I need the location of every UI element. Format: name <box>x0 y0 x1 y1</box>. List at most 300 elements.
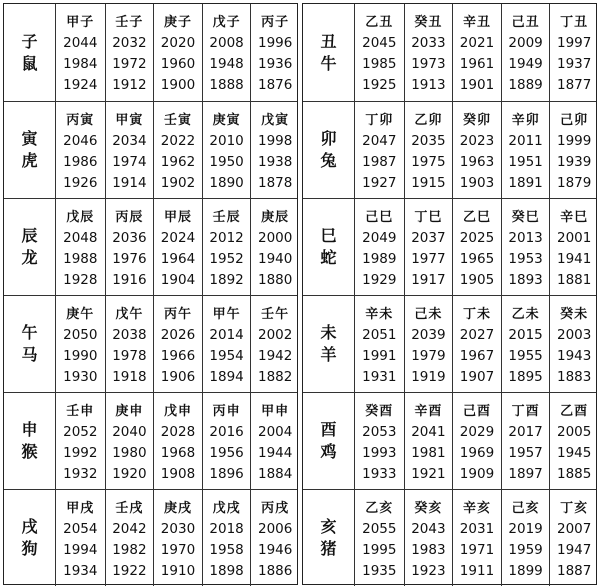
year-value: 1976 <box>112 251 147 267</box>
zodiac-label <box>4 102 56 198</box>
year-value: 1989 <box>362 251 397 267</box>
zodiac-char: 亥 <box>320 517 337 536</box>
year-cell <box>355 296 404 392</box>
year-value: 1906 <box>160 369 196 385</box>
year-value: 1897 <box>508 466 543 482</box>
year-value: 1967 <box>459 348 495 364</box>
year-value: 2045 <box>362 35 397 51</box>
year-cell <box>56 199 105 295</box>
year-value: 1987 <box>362 154 397 170</box>
year-value: 1892 <box>209 272 244 288</box>
year-value: 1920 <box>112 466 147 482</box>
year-cell <box>355 102 404 198</box>
year-value: 1889 <box>508 77 543 93</box>
year-cell <box>404 393 453 489</box>
table-row <box>303 198 596 295</box>
year-value: 1960 <box>160 56 196 72</box>
year-value: 1952 <box>209 251 244 267</box>
ganzhi-name: 乙亥 <box>365 501 394 516</box>
ganzhi-name: 戊子 <box>212 15 241 30</box>
table-row <box>303 4 596 101</box>
year-value: 1928 <box>63 272 98 288</box>
ganzhi-name: 戊戌 <box>212 501 241 516</box>
year-value: 1969 <box>459 445 495 461</box>
year-value: 2041 <box>411 424 446 440</box>
ganzhi-name: 壬辰 <box>212 210 241 225</box>
year-value: 1905 <box>459 272 495 288</box>
ganzhi-name: 戊寅 <box>261 113 290 128</box>
year-value: 1992 <box>63 445 98 461</box>
year-value: 1876 <box>258 77 293 93</box>
zodiac-char: 兔 <box>320 151 337 170</box>
ganzhi-name: 丁未 <box>462 307 491 322</box>
year-value: 1931 <box>362 369 397 385</box>
ganzhi-name: 己未 <box>414 307 443 322</box>
year-cell <box>202 393 251 489</box>
year-value: 1911 <box>459 563 495 579</box>
ganzhi-name: 甲午 <box>212 307 241 322</box>
year-value: 2035 <box>411 133 446 149</box>
zodiac-label <box>303 4 355 101</box>
ganzhi-name: 癸巳 <box>511 210 540 225</box>
year-cell <box>501 393 550 489</box>
year-value: 2001 <box>557 230 592 246</box>
year-cell <box>549 4 598 101</box>
zodiac-char: 酉 <box>320 420 337 439</box>
ganzhi-name: 壬子 <box>115 15 144 30</box>
year-value: 2012 <box>209 230 244 246</box>
year-value: 1896 <box>209 466 244 482</box>
zodiac-char: 未 <box>320 323 337 342</box>
ganzhi-name: 壬戌 <box>115 501 144 516</box>
year-value: 2047 <box>362 133 397 149</box>
ganzhi-name: 癸卯 <box>462 113 491 128</box>
year-cell <box>56 393 105 489</box>
table-right-half <box>302 3 597 585</box>
ganzhi-name: 庚申 <box>115 404 144 419</box>
ganzhi-name: 甲辰 <box>163 210 192 225</box>
year-cell <box>105 199 154 295</box>
year-value: 1939 <box>557 154 592 170</box>
year-value: 1978 <box>112 348 147 364</box>
year-value: 2026 <box>160 327 196 343</box>
year-value: 1991 <box>362 348 397 364</box>
year-value: 1968 <box>160 445 196 461</box>
ganzhi-name: 己酉 <box>462 404 491 419</box>
ganzhi-name: 辛丑 <box>462 15 491 30</box>
zodiac-char: 龙 <box>21 248 38 267</box>
ganzhi-name: 甲戌 <box>66 501 95 516</box>
year-value: 2018 <box>209 521 244 537</box>
year-value: 1914 <box>112 175 147 191</box>
year-value: 2024 <box>160 230 196 246</box>
year-cell <box>105 296 154 392</box>
year-value: 1916 <box>112 272 147 288</box>
ganzhi-name: 甲寅 <box>115 113 144 128</box>
year-cell <box>404 490 453 586</box>
year-value: 1996 <box>258 35 293 51</box>
year-value: 1891 <box>508 175 543 191</box>
year-value: 1932 <box>63 466 98 482</box>
ganzhi-name: 己丑 <box>511 15 540 30</box>
year-value: 1959 <box>508 542 543 558</box>
zodiac-label <box>303 296 355 392</box>
table-row <box>4 489 297 586</box>
zodiac-char: 丑 <box>320 31 337 51</box>
ganzhi-name: 戊辰 <box>66 210 95 225</box>
year-value: 1984 <box>63 56 98 72</box>
year-cell <box>452 393 501 489</box>
zodiac-char: 蛇 <box>320 248 337 267</box>
year-value: 2033 <box>411 35 446 51</box>
ganzhi-name: 甲申 <box>261 404 290 419</box>
year-value: 1981 <box>411 445 446 461</box>
year-value: 1957 <box>508 445 543 461</box>
year-value: 2044 <box>63 35 98 51</box>
zodiac-char: 狗 <box>21 539 38 558</box>
year-value: 2020 <box>160 35 196 51</box>
year-cell <box>250 4 299 101</box>
ganzhi-name: 乙酉 <box>560 404 589 419</box>
year-value: 1970 <box>160 542 196 558</box>
year-cell <box>549 296 598 392</box>
year-cell <box>250 393 299 489</box>
ganzhi-name: 丙戌 <box>261 501 290 516</box>
year-cell <box>549 199 598 295</box>
year-cell <box>452 102 501 198</box>
year-cell <box>153 490 202 586</box>
zodiac-char: 午 <box>21 323 38 342</box>
year-value: 2038 <box>112 327 147 343</box>
ganzhi-name: 乙巳 <box>462 210 491 225</box>
year-cell <box>153 199 202 295</box>
year-value: 2042 <box>112 521 147 537</box>
year-cell <box>153 393 202 489</box>
year-value: 1962 <box>160 154 196 170</box>
year-cell <box>105 4 154 101</box>
year-cell <box>549 393 598 489</box>
year-value: 1955 <box>508 348 543 364</box>
year-value: 1908 <box>160 466 196 482</box>
year-value: 1993 <box>362 445 397 461</box>
ganzhi-name: 癸丑 <box>414 15 443 30</box>
year-value: 1986 <box>63 154 98 170</box>
ganzhi-name: 辛亥 <box>462 501 491 516</box>
year-value: 2052 <box>63 424 98 440</box>
year-value: 1912 <box>112 77 147 93</box>
year-value: 1924 <box>63 77 98 93</box>
ganzhi-name: 己巳 <box>365 210 394 225</box>
year-value: 1963 <box>459 154 495 170</box>
ganzhi-name: 壬申 <box>66 404 95 419</box>
year-value: 1966 <box>160 348 196 364</box>
year-value: 1881 <box>557 272 592 288</box>
zodiac-char: 鸡 <box>320 442 337 461</box>
table-row <box>303 101 596 198</box>
year-value: 1883 <box>557 369 592 385</box>
year-value: 1988 <box>63 251 98 267</box>
ganzhi-name: 己亥 <box>511 501 540 516</box>
ganzhi-name: 甲子 <box>66 15 95 30</box>
year-value: 1910 <box>160 563 196 579</box>
year-value: 1972 <box>112 56 147 72</box>
year-value: 1909 <box>459 466 495 482</box>
year-value: 1935 <box>362 563 397 579</box>
year-value: 2008 <box>209 35 244 51</box>
year-value: 2003 <box>557 327 592 343</box>
year-cell <box>355 393 404 489</box>
ganzhi-name: 戊午 <box>115 307 144 322</box>
year-value: 1901 <box>459 77 495 93</box>
ganzhi-name: 丁丑 <box>560 15 589 30</box>
zodiac-label <box>303 393 355 489</box>
ganzhi-name: 丙申 <box>212 404 241 419</box>
year-value: 2037 <box>411 230 446 246</box>
year-value: 1884 <box>258 466 293 482</box>
year-value: 1958 <box>209 542 244 558</box>
year-value: 1948 <box>209 56 244 72</box>
year-value: 1951 <box>508 154 543 170</box>
year-value: 1995 <box>362 542 397 558</box>
year-value: 2017 <box>508 424 543 440</box>
year-cell <box>501 296 550 392</box>
zodiac-char: 子 <box>21 31 38 51</box>
zodiac-label <box>4 4 56 101</box>
year-value: 2021 <box>459 35 495 51</box>
year-value: 1887 <box>557 563 592 579</box>
year-value: 1975 <box>411 154 446 170</box>
ganzhi-name: 己卯 <box>560 113 589 128</box>
year-value: 1941 <box>557 251 592 267</box>
year-value: 1943 <box>557 348 592 364</box>
ganzhi-name: 辛未 <box>365 307 394 322</box>
year-cell <box>404 4 453 101</box>
year-cell <box>250 296 299 392</box>
year-value: 2011 <box>508 133 543 149</box>
year-value: 1913 <box>411 77 446 93</box>
year-value: 1994 <box>63 542 98 558</box>
year-value: 1885 <box>557 466 592 482</box>
year-value: 1895 <box>508 369 543 385</box>
year-value: 1949 <box>508 56 543 72</box>
year-value: 2039 <box>411 327 446 343</box>
ganzhi-name: 丁卯 <box>365 113 394 128</box>
year-value: 1919 <box>411 369 446 385</box>
year-value: 1961 <box>459 56 495 72</box>
year-value: 1933 <box>362 466 397 482</box>
year-cell <box>355 490 404 586</box>
year-value: 1964 <box>160 251 196 267</box>
year-cell <box>452 490 501 586</box>
year-value: 1947 <box>557 542 592 558</box>
year-cell <box>250 490 299 586</box>
ganzhi-name: 丁亥 <box>560 501 589 516</box>
zodiac-label <box>303 102 355 198</box>
ganzhi-name: 庚寅 <box>212 113 241 128</box>
year-value: 2043 <box>411 521 446 537</box>
year-value: 1985 <box>362 56 397 72</box>
year-value: 2032 <box>112 35 147 51</box>
year-value: 2034 <box>112 133 147 149</box>
zodiac-char: 戌 <box>21 517 38 536</box>
year-value: 1904 <box>160 272 196 288</box>
ganzhi-name: 辛巳 <box>560 210 589 225</box>
year-cell <box>404 199 453 295</box>
ganzhi-name: 庚戌 <box>163 501 192 516</box>
year-value: 2036 <box>112 230 147 246</box>
year-value: 2051 <box>362 327 397 343</box>
year-value: 1899 <box>508 563 543 579</box>
year-cell <box>501 4 550 101</box>
ganzhi-name: 丙辰 <box>115 210 144 225</box>
year-value: 1926 <box>63 175 98 191</box>
year-value: 1999 <box>557 133 592 149</box>
year-cell <box>153 4 202 101</box>
year-value: 1890 <box>209 175 244 191</box>
table-row <box>4 295 297 392</box>
year-value: 1950 <box>209 154 244 170</box>
year-value: 2002 <box>258 327 293 343</box>
ganzhi-name: 癸未 <box>560 307 589 322</box>
year-value: 2048 <box>63 230 98 246</box>
year-value: 2027 <box>459 327 495 343</box>
year-value: 2013 <box>508 230 543 246</box>
ganzhi-name: 庚午 <box>66 307 95 322</box>
year-value: 2023 <box>459 133 495 149</box>
ganzhi-name: 庚子 <box>163 15 192 30</box>
year-value: 1940 <box>258 251 293 267</box>
zodiac-char: 羊 <box>320 345 337 364</box>
year-cell <box>355 4 404 101</box>
year-value: 2005 <box>557 424 592 440</box>
year-cell <box>56 4 105 101</box>
table-row <box>303 295 596 392</box>
ganzhi-name: 丙寅 <box>66 113 95 128</box>
table-left-half <box>3 3 298 585</box>
year-value: 1903 <box>459 175 495 191</box>
year-cell <box>105 102 154 198</box>
year-value: 1917 <box>411 272 446 288</box>
year-value: 2031 <box>459 521 495 537</box>
year-value: 1894 <box>209 369 244 385</box>
year-value: 1965 <box>459 251 495 267</box>
ganzhi-name: 丁酉 <box>511 404 540 419</box>
ganzhi-name: 辛卯 <box>511 113 540 128</box>
year-value: 2029 <box>459 424 495 440</box>
year-value: 1937 <box>557 56 592 72</box>
year-value: 1946 <box>258 542 293 558</box>
year-value: 2000 <box>258 230 293 246</box>
year-value: 2050 <box>63 327 98 343</box>
year-value: 1945 <box>557 445 592 461</box>
year-cell <box>452 4 501 101</box>
zodiac-label <box>4 296 56 392</box>
table-row <box>4 198 297 295</box>
year-value: 1878 <box>258 175 293 191</box>
zodiac-char: 虎 <box>21 151 38 170</box>
year-value: 1880 <box>258 272 293 288</box>
year-value: 2055 <box>362 521 397 537</box>
year-value: 2014 <box>209 327 244 343</box>
year-value: 1882 <box>258 369 293 385</box>
year-cell <box>56 490 105 586</box>
zodiac-char: 卯 <box>320 129 337 148</box>
zodiac-char: 鼠 <box>21 53 38 73</box>
year-value: 1980 <box>112 445 147 461</box>
year-value: 2019 <box>508 521 543 537</box>
zodiac-label <box>303 199 355 295</box>
year-cell <box>105 393 154 489</box>
zodiac-char: 牛 <box>320 53 337 73</box>
zodiac-char: 猴 <box>21 442 38 461</box>
ganzhi-name: 乙卯 <box>414 113 443 128</box>
year-value: 1886 <box>258 563 293 579</box>
year-cell <box>549 102 598 198</box>
year-value: 1997 <box>557 35 592 51</box>
zodiac-label <box>303 490 355 586</box>
year-cell <box>250 199 299 295</box>
ganzhi-name: 癸酉 <box>365 404 394 419</box>
year-value: 1893 <box>508 272 543 288</box>
year-value: 1944 <box>258 445 293 461</box>
year-value: 1930 <box>63 369 98 385</box>
year-value: 1915 <box>411 175 446 191</box>
year-value: 1936 <box>258 56 293 72</box>
table-row <box>4 392 297 489</box>
ganzhi-name: 癸亥 <box>414 501 443 516</box>
year-cell <box>56 296 105 392</box>
year-value: 1934 <box>63 563 98 579</box>
year-value: 1990 <box>63 348 98 364</box>
year-value: 2007 <box>557 521 592 537</box>
table-row <box>4 101 297 198</box>
year-cell <box>202 199 251 295</box>
year-value: 1922 <box>112 563 147 579</box>
year-value: 1925 <box>362 77 397 93</box>
year-value: 1900 <box>160 77 196 93</box>
year-cell <box>153 296 202 392</box>
year-cell <box>501 199 550 295</box>
year-cell <box>452 199 501 295</box>
year-value: 1973 <box>411 56 446 72</box>
year-cell <box>202 490 251 586</box>
zodiac-char: 巳 <box>320 226 337 245</box>
year-value: 1923 <box>411 563 446 579</box>
year-cell <box>202 4 251 101</box>
year-value: 1918 <box>112 369 147 385</box>
ganzhi-name: 壬午 <box>261 307 290 322</box>
year-value: 1983 <box>411 542 446 558</box>
year-value: 2025 <box>459 230 495 246</box>
year-cell <box>404 102 453 198</box>
ganzhi-name: 乙未 <box>511 307 540 322</box>
year-value: 1953 <box>508 251 543 267</box>
year-value: 2040 <box>112 424 147 440</box>
year-value: 1927 <box>362 175 397 191</box>
zodiac-char: 辰 <box>21 226 38 245</box>
year-cell <box>56 102 105 198</box>
zodiac-char: 马 <box>21 345 38 364</box>
year-value: 2010 <box>209 133 244 149</box>
year-value: 1879 <box>557 175 592 191</box>
zodiac-label <box>4 199 56 295</box>
year-value: 2015 <box>508 327 543 343</box>
year-cell <box>105 490 154 586</box>
year-value: 1982 <box>112 542 147 558</box>
year-cell <box>501 102 550 198</box>
year-value: 1902 <box>160 175 196 191</box>
year-value: 2022 <box>160 133 196 149</box>
